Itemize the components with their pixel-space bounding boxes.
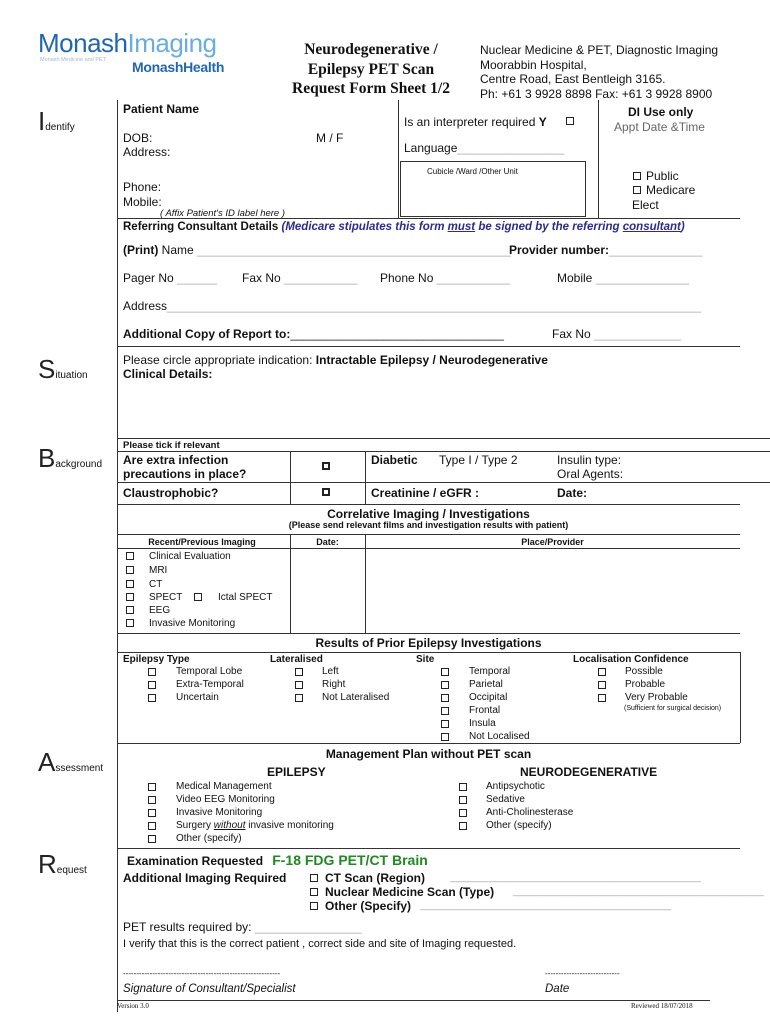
fax2-line[interactable]: _____________ bbox=[594, 327, 681, 341]
medicare-checkbox[interactable] bbox=[633, 186, 641, 194]
address-line-4: Ph: +61 3 9928 8898 Fax: +61 3 9928 8900 bbox=[480, 86, 713, 101]
medicare-note-must: must bbox=[447, 221, 476, 233]
correlative-heading: Correlative Imaging / Investigations bbox=[327, 507, 530, 521]
mgmt-invasive-checkbox[interactable] bbox=[148, 809, 156, 817]
site-heading: Site bbox=[416, 654, 435, 665]
mgmt-video-eeg-label: Video EEG Monitoring bbox=[176, 794, 275, 805]
situation-initial: S bbox=[38, 354, 56, 384]
logo-health-health: Health bbox=[183, 59, 225, 75]
name-label: Name bbox=[161, 243, 194, 257]
neuro-antipsychotic-label: Antipsychotic bbox=[486, 781, 545, 792]
epi-uncertain-checkbox[interactable] bbox=[148, 694, 156, 702]
ct-scan-checkbox[interactable] bbox=[310, 874, 318, 882]
language-line[interactable]: ________________ bbox=[457, 141, 565, 155]
ct-scan-line[interactable]: _________________________________________ bbox=[450, 871, 701, 883]
imaging-spect-checkbox[interactable] bbox=[126, 593, 134, 601]
section-assessment-label bbox=[38, 749, 103, 775]
version-label: Version 3.0 bbox=[117, 1002, 149, 1010]
results-right-border bbox=[740, 652, 741, 743]
diabetes-type[interactable]: Type I / Type 2 bbox=[439, 453, 518, 467]
logo-health-monash: Monash bbox=[132, 59, 184, 75]
site-frontal-checkbox[interactable] bbox=[441, 707, 449, 715]
infection-question bbox=[123, 453, 246, 481]
epilepsy-heading: EPILEPSY bbox=[267, 765, 326, 779]
correlative-subheading: (Please send relevant films and investigation results with patient) bbox=[288, 520, 569, 530]
neuro-cholinesterase-checkbox[interactable] bbox=[459, 809, 467, 817]
mgmt-other-checkbox[interactable] bbox=[148, 835, 156, 843]
nm-scan-label: Nuclear Medicine Scan (Type) bbox=[325, 885, 495, 899]
interpreter-yes: Y bbox=[538, 115, 547, 129]
other-specify-line[interactable]: _________________________________________ bbox=[420, 899, 671, 911]
name-line[interactable]: _______________________________________________ bbox=[197, 243, 511, 257]
date-line[interactable]: ---------------------------- bbox=[545, 969, 620, 978]
mgmt-medical-label: Medical Management bbox=[176, 781, 272, 792]
imaging-clinical-checkbox[interactable] bbox=[126, 552, 134, 560]
print-name-field bbox=[123, 243, 511, 257]
site-temporal-checkbox[interactable] bbox=[441, 668, 449, 676]
infection-line-1: Are extra infection bbox=[123, 453, 229, 467]
oral-agents-label: Oral Agents: bbox=[557, 467, 624, 481]
col-place-provider: Place/Provider bbox=[521, 537, 584, 547]
sex-label: M / F bbox=[316, 131, 344, 145]
fax-line[interactable]: ___________ bbox=[284, 271, 358, 285]
site-insula-label: Insula bbox=[469, 718, 496, 729]
referrer-address-label: Address bbox=[123, 299, 168, 313]
title-line-3: Request Form Sheet 1/2 bbox=[292, 80, 450, 97]
bg-bottom-rule bbox=[117, 504, 740, 505]
left-column-divider bbox=[117, 100, 118, 1012]
address-line-1: Nuclear Medicine & PET, Diagnostic Imaging bbox=[480, 43, 719, 57]
corr-bottom-rule bbox=[117, 633, 740, 634]
fax2-label: Fax No bbox=[552, 327, 591, 341]
imaging-ictal-spect-checkbox[interactable] bbox=[194, 593, 202, 601]
signature-label: Signature of Consultant/Specialist bbox=[123, 983, 296, 995]
imaging-invasive-label: Invasive Monitoring bbox=[149, 618, 236, 629]
imaging-ictal-spect-label: Ictal SPECT bbox=[218, 592, 273, 603]
identify-rest: dentify bbox=[45, 122, 75, 133]
provider-number-field bbox=[509, 243, 702, 257]
address-line-2: Moorabbin Hospital, bbox=[480, 57, 587, 72]
interpreter-checkbox[interactable] bbox=[566, 117, 574, 125]
title-line-1: Neurodegenerative / bbox=[304, 41, 438, 58]
exam-requested-label: Examination Requested bbox=[127, 854, 264, 868]
mgmt-video-eeg-checkbox[interactable] bbox=[148, 796, 156, 804]
medicare-note-end: ) bbox=[680, 221, 685, 233]
phone-field bbox=[380, 271, 510, 285]
dob-label: DOB: bbox=[123, 131, 153, 145]
footer-rule bbox=[117, 1000, 710, 1001]
language-label: Language bbox=[404, 141, 458, 155]
mgmt-invasive-label: Invasive Monitoring bbox=[176, 807, 263, 818]
appt-label: Appt Date &Time bbox=[614, 120, 705, 134]
assessment-initial: A bbox=[38, 747, 56, 777]
logo-monash-health bbox=[132, 59, 224, 75]
neuro-sedative-label: Sedative bbox=[486, 794, 525, 805]
medicare-note-mid: be signed by the referring bbox=[475, 221, 623, 233]
background-rest: ackground bbox=[55, 459, 103, 470]
identify-initial: I bbox=[38, 106, 46, 136]
mobile-field bbox=[557, 271, 689, 285]
title-line-2: Epilepsy PET Scan bbox=[307, 60, 435, 78]
results-top-rule bbox=[117, 652, 740, 653]
conf-very-probable-checkbox[interactable] bbox=[598, 694, 606, 702]
neuro-cholinesterase-label: Anti-Cholinesterase bbox=[486, 807, 574, 818]
infection-line-2: precautions in place? bbox=[123, 467, 247, 481]
exam-requested-value: F-18 FDG PET/CT Brain bbox=[272, 852, 428, 868]
site-not-localised-checkbox[interactable] bbox=[441, 733, 449, 741]
nm-scan-checkbox[interactable] bbox=[310, 888, 318, 896]
clinical-details-label: Clinical Details: bbox=[123, 367, 213, 381]
reviewed-label: Reviewed 18/07/2018 bbox=[631, 1002, 693, 1010]
medicare-note-pre: (Medicare stipulates this form bbox=[281, 221, 448, 233]
mgmt-other-label: Other (specify) bbox=[176, 833, 242, 844]
form-title bbox=[278, 40, 464, 99]
other-specify-label: Other (Specify) bbox=[325, 899, 412, 913]
col-recent-imaging: Recent/Previous Imaging bbox=[148, 537, 256, 547]
neuro-other-checkbox[interactable] bbox=[459, 822, 467, 830]
assessment-rest: ssessment bbox=[55, 763, 104, 774]
imaging-invasive-checkbox[interactable] bbox=[126, 619, 134, 627]
corr-top-rule bbox=[117, 534, 740, 535]
clinic-address bbox=[480, 43, 718, 101]
conf-possible-label: Possible bbox=[625, 666, 663, 677]
site-occipital-checkbox[interactable] bbox=[441, 694, 449, 702]
pet-results-line[interactable]: ________________ bbox=[254, 920, 362, 934]
indication-line bbox=[123, 353, 548, 367]
address-line-3: Centre Road, East Bentleigh 3165. bbox=[480, 72, 666, 86]
mobile-line[interactable]: ______________ bbox=[595, 271, 690, 285]
referrer-address-line[interactable]: ________________________________________________________________________________ bbox=[167, 299, 701, 313]
public-checkbox[interactable] bbox=[633, 172, 641, 180]
additional-imaging-label: Additional Imaging Required bbox=[123, 871, 287, 885]
pager-label: Pager No bbox=[123, 271, 174, 285]
exam-requested-row bbox=[127, 852, 428, 868]
fax-field bbox=[242, 271, 357, 285]
phone-label: Phone No bbox=[380, 271, 434, 285]
pet-results-field bbox=[123, 920, 362, 934]
site-parietal-checkbox[interactable] bbox=[441, 681, 449, 689]
ct-scan-label: CT Scan (Region) bbox=[325, 871, 426, 885]
provider-label: Provider number: bbox=[509, 243, 610, 257]
interpreter-label: Is an interpreter required bbox=[404, 115, 536, 129]
site-parietal-label: Parietal bbox=[469, 679, 503, 690]
conf-probable-checkbox[interactable] bbox=[598, 681, 606, 689]
lat-right-label: Right bbox=[322, 679, 346, 690]
site-not-localised-label: Not Localised bbox=[469, 731, 530, 742]
col-date: Date: bbox=[316, 537, 339, 547]
lat-left-label: Left bbox=[322, 666, 339, 677]
claustrophobic-checkbox[interactable] bbox=[322, 488, 330, 496]
additional-copy-line[interactable]: ________________________________ bbox=[290, 327, 504, 341]
language-field bbox=[404, 141, 564, 155]
bg-mid-rule bbox=[117, 482, 770, 483]
section-situation-label bbox=[38, 356, 88, 382]
site-frontal-label: Frontal bbox=[469, 705, 501, 716]
imaging-eeg-checkbox[interactable] bbox=[126, 606, 134, 614]
results-bottom-rule bbox=[117, 743, 740, 744]
creatinine-date-label: Date: bbox=[557, 486, 588, 500]
claustrophobic-label: Claustrophobic? bbox=[123, 486, 219, 500]
cubicle-label: Cubicle /Ward /Other Unit bbox=[427, 167, 518, 176]
surgery-word: Surgery bbox=[176, 820, 212, 831]
mgmt-surgery-label bbox=[176, 820, 334, 831]
section-identify-label bbox=[38, 108, 75, 134]
nm-scan-line[interactable]: _________________________________________ bbox=[513, 885, 764, 897]
surgery-without: without bbox=[213, 820, 246, 831]
print-label: (Print) bbox=[123, 243, 159, 257]
referring-bottom-rule bbox=[117, 346, 740, 347]
logo-monash-text: Monash bbox=[38, 28, 128, 58]
lat-not-label: Not Lateralised bbox=[322, 692, 390, 703]
pager-line[interactable]: ______ bbox=[177, 271, 218, 285]
site-temporal-label: Temporal bbox=[469, 666, 511, 677]
pager-field bbox=[123, 271, 217, 285]
conf-very-probable-label: Very Probable bbox=[625, 692, 688, 703]
section-request-label bbox=[38, 851, 87, 877]
neuro-antipsychotic-checkbox[interactable] bbox=[459, 783, 467, 791]
di-use-divider bbox=[598, 100, 599, 218]
site-occipital-label: Occipital bbox=[469, 692, 508, 703]
tick-rule bbox=[117, 451, 770, 452]
fax-label: Fax No bbox=[242, 271, 281, 285]
confidence-heading: Localisation Confidence bbox=[573, 654, 689, 665]
logo-subtitle: Monash Medicine and PET bbox=[40, 57, 107, 63]
epi-uncertain-label: Uncertain bbox=[176, 692, 219, 703]
bg-divider-2 bbox=[365, 451, 366, 505]
epi-extratemporal-checkbox[interactable] bbox=[148, 681, 156, 689]
date-label: Date bbox=[545, 983, 570, 995]
situation-bottom-rule bbox=[117, 438, 770, 439]
logo-imaging-text: Imaging bbox=[127, 28, 217, 58]
neuro-other-label: Other (specify) bbox=[486, 820, 552, 831]
corr-header-rule bbox=[117, 548, 740, 549]
bg-divider-1 bbox=[290, 451, 291, 505]
imaging-eeg-label: EEG bbox=[149, 605, 171, 616]
results-heading: Results of Prior Epilepsy Investigations bbox=[315, 636, 542, 650]
additional-copy-label: Additional Copy of Report to: bbox=[123, 327, 291, 341]
referring-title: Referring Consultant Details bbox=[123, 221, 279, 233]
management-heading: Management Plan without PET scan bbox=[325, 747, 532, 761]
request-initial: R bbox=[38, 849, 57, 879]
background-initial: B bbox=[38, 443, 56, 473]
elect-label: Elect bbox=[632, 198, 659, 212]
patient-mobile-label: Mobile: bbox=[123, 195, 162, 209]
site-insula-checkbox[interactable] bbox=[441, 720, 449, 728]
diabetic-label: Diabetic bbox=[371, 453, 418, 467]
indication-label: Please circle appropriate indication: bbox=[123, 353, 313, 367]
assessment-bottom-rule bbox=[117, 848, 740, 849]
insulin-label: Insulin type: bbox=[557, 453, 622, 467]
imaging-mri-label: MRI bbox=[149, 565, 168, 576]
additional-copy-field bbox=[123, 327, 504, 341]
public-label: Public bbox=[646, 169, 679, 183]
patient-name-label: Patient Name bbox=[123, 102, 200, 116]
surgery-rest: invasive monitoring bbox=[245, 820, 334, 831]
epilepsy-type-heading: Epilepsy Type bbox=[123, 654, 190, 665]
indication-options[interactable]: Intractable Epilepsy / Neurodegenerative bbox=[315, 353, 548, 367]
pet-results-label: PET results required by: bbox=[123, 920, 252, 934]
verify-statement: I verify that this is the correct patient , correct side and site of Imaging requested. bbox=[123, 938, 517, 950]
interpreter-divider bbox=[398, 100, 399, 218]
referring-heading bbox=[123, 221, 685, 233]
tick-if-relevant: Please tick if relevant bbox=[123, 440, 220, 451]
neurodegenerative-heading: NEURODEGENERATIVE bbox=[520, 765, 658, 779]
imaging-mri-checkbox[interactable] bbox=[126, 566, 134, 574]
imaging-clinical-label: Clinical Evaluation bbox=[149, 551, 231, 562]
situation-rest: ituation bbox=[55, 370, 88, 381]
imaging-spect-label: SPECT bbox=[149, 592, 183, 603]
affix-label-note: ( Affix Patient's ID label here ) bbox=[160, 208, 286, 219]
creatinine-label: Creatinine / eGFR : bbox=[371, 486, 480, 500]
mgmt-medical-checkbox[interactable] bbox=[148, 783, 156, 791]
interpreter-question bbox=[404, 115, 547, 129]
mobile-label: Mobile bbox=[557, 271, 593, 285]
conf-probable-label: Probable bbox=[625, 679, 666, 690]
epi-temporal-label: Temporal Lobe bbox=[176, 666, 243, 677]
di-use-label: DI Use only bbox=[628, 105, 694, 119]
epi-extratemporal-label: Extra-Temporal bbox=[176, 679, 244, 690]
signature-line[interactable]: ----------------------------------------------------------- bbox=[123, 969, 281, 978]
neuro-sedative-checkbox[interactable] bbox=[459, 796, 467, 804]
request-rest: equest bbox=[56, 865, 87, 876]
lat-not-checkbox[interactable] bbox=[295, 694, 303, 702]
lateralised-heading: Lateralised bbox=[270, 654, 323, 665]
medicare-label: Medicare bbox=[646, 183, 696, 197]
patient-phone-label: Phone: bbox=[123, 180, 162, 194]
imaging-ct-checkbox[interactable] bbox=[126, 580, 134, 588]
identify-bottom-rule bbox=[117, 218, 740, 219]
referrer-address-field bbox=[123, 299, 701, 313]
phone-line[interactable]: ___________ bbox=[436, 271, 511, 285]
lat-right-checkbox[interactable] bbox=[295, 681, 303, 689]
epi-temporal-checkbox[interactable] bbox=[148, 668, 156, 676]
conf-note: (Sufficient for surgical decision) bbox=[624, 705, 722, 712]
lat-left-checkbox[interactable] bbox=[295, 668, 303, 676]
other-specify-checkbox[interactable] bbox=[310, 902, 318, 910]
conf-possible-checkbox[interactable] bbox=[598, 668, 606, 676]
infection-checkbox[interactable] bbox=[322, 462, 330, 470]
imaging-ct-label: CT bbox=[149, 579, 163, 590]
patient-address-label: Address: bbox=[123, 145, 171, 159]
mgmt-surgery-checkbox[interactable] bbox=[148, 822, 156, 830]
provider-line[interactable]: ______________ bbox=[609, 243, 703, 257]
fax2-field bbox=[552, 327, 681, 341]
section-background-label bbox=[38, 445, 102, 471]
medicare-note-consultant: consultant bbox=[622, 221, 681, 233]
